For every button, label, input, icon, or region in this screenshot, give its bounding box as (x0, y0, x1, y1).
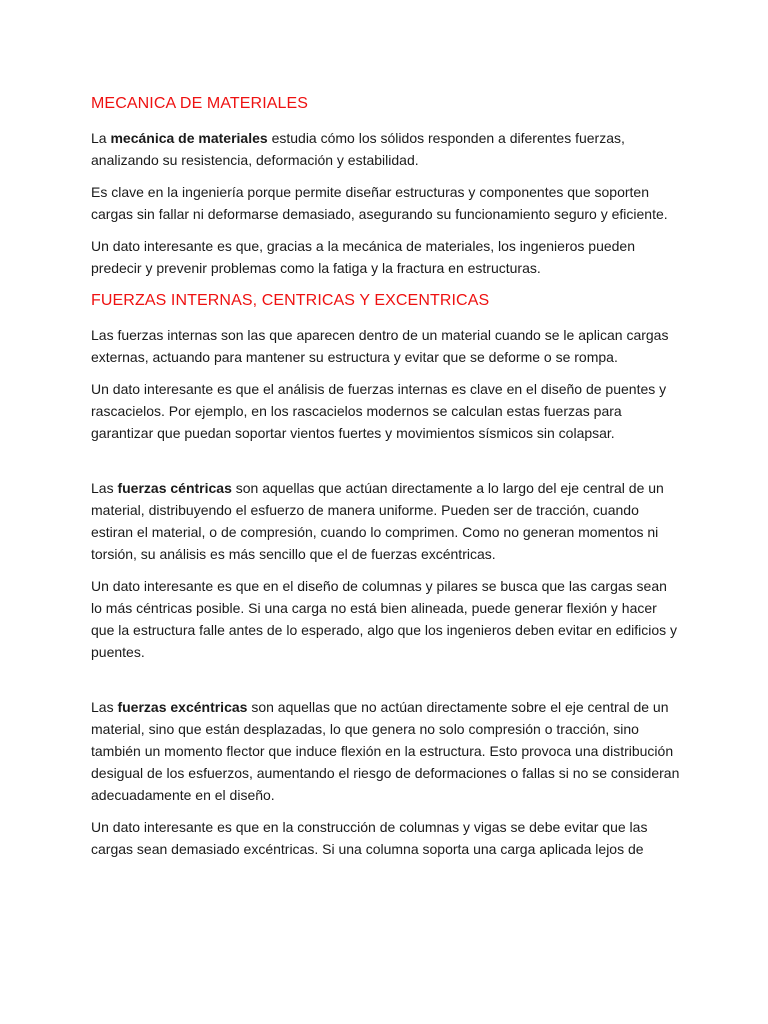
eccentric-bold-term: fuerzas excéntricas (117, 699, 248, 715)
internal-forces-paragraph: Las fuerzas internas son las que aparecen dentro de un material cuando se le aplican cargas externas, actuando para mantener su estructura y evitar que se deforme o se rompa. (91, 327, 669, 365)
centric-forces-paragraph (91, 477, 681, 565)
eccentric-forces-paragraph (91, 696, 681, 806)
centric-rest: son aquellas que actúan directamente a lo largo del eje central de un material, distribuyendo el esfuerzo de manera uniforme. Pueden ser de tracción, cuando estiran el material, o de compresión, cuando lo comprimen. Como no generan momentos ni torsión, su análisis es más sencillo que el de fuerzas excéntricas. (91, 480, 664, 562)
intro-rest: estudia cómo los sólidos responden a diferentes fuerzas, analizando su resistencia, deformación y estabilidad. (91, 130, 625, 168)
intro-bold-term: mecánica de materiales (110, 130, 268, 146)
centric-forces-fact-paragraph: Un dato interesante es que en el diseño de columnas y pilares se busca que las cargas sean lo más céntricas posible. Si una carga no está bien alineada, puede generar flexión y hacer que la estructura falle antes de lo esperado, algo que los ingenieros deben evitar en edificios y puentes. (91, 578, 678, 660)
section-title: FUERZAS INTERNAS, CENTRICAS Y EXCENTRICAS (91, 292, 490, 309)
eccentric-rest: son aquellas que no actúan directamente sobre el eje central de un material, sino que están desplazadas, lo que genera no solo compresión o tracción, sino también un momento flector que induce flexión en la estructura. Esto provoca una distribución desigual de los esfuerzos, aumentando el riesgo de deformaciones o fallas si no se consideran adecuadamente en el diseño. (91, 699, 680, 803)
eccentric-lead: Las (91, 699, 118, 715)
intro-paragraph (91, 127, 681, 171)
page-title: MECANICA DE MATERIALES (91, 95, 309, 112)
fact-paragraph: Un dato interesante es que, gracias a la mecánica de materiales, los ingenieros pueden predecir y prevenir problemas como la fatiga y la fractura en estructuras. (91, 238, 635, 276)
intro-lead: La (91, 130, 111, 146)
document-page (91, 94, 681, 860)
importance-paragraph: Es clave en la ingeniería porque permite diseñar estructuras y componentes que soporten cargas sin fallar ni deformarse demasiado, asegurando su funcionamiento seguro y eficiente. (91, 184, 668, 222)
centric-bold-term: fuerzas céntricas (117, 480, 232, 496)
internal-forces-fact-paragraph: Un dato interesante es que el análisis de fuerzas internas es clave en el diseño de puentes y rascacielos. Por ejemplo, en los rascacielos modernos se calculan estas fuerzas para garantizar que puedan soportar vientos fuertes y movimientos sísmicos sin colapsar. (91, 381, 667, 441)
centric-lead: Las (91, 480, 118, 496)
eccentric-forces-fact-paragraph: Un dato interesante es que en la construcción de columnas y vigas se debe evitar que las cargas sean demasiado excéntricas. Si una columna soporta una carga aplicada lejos de (91, 819, 648, 857)
